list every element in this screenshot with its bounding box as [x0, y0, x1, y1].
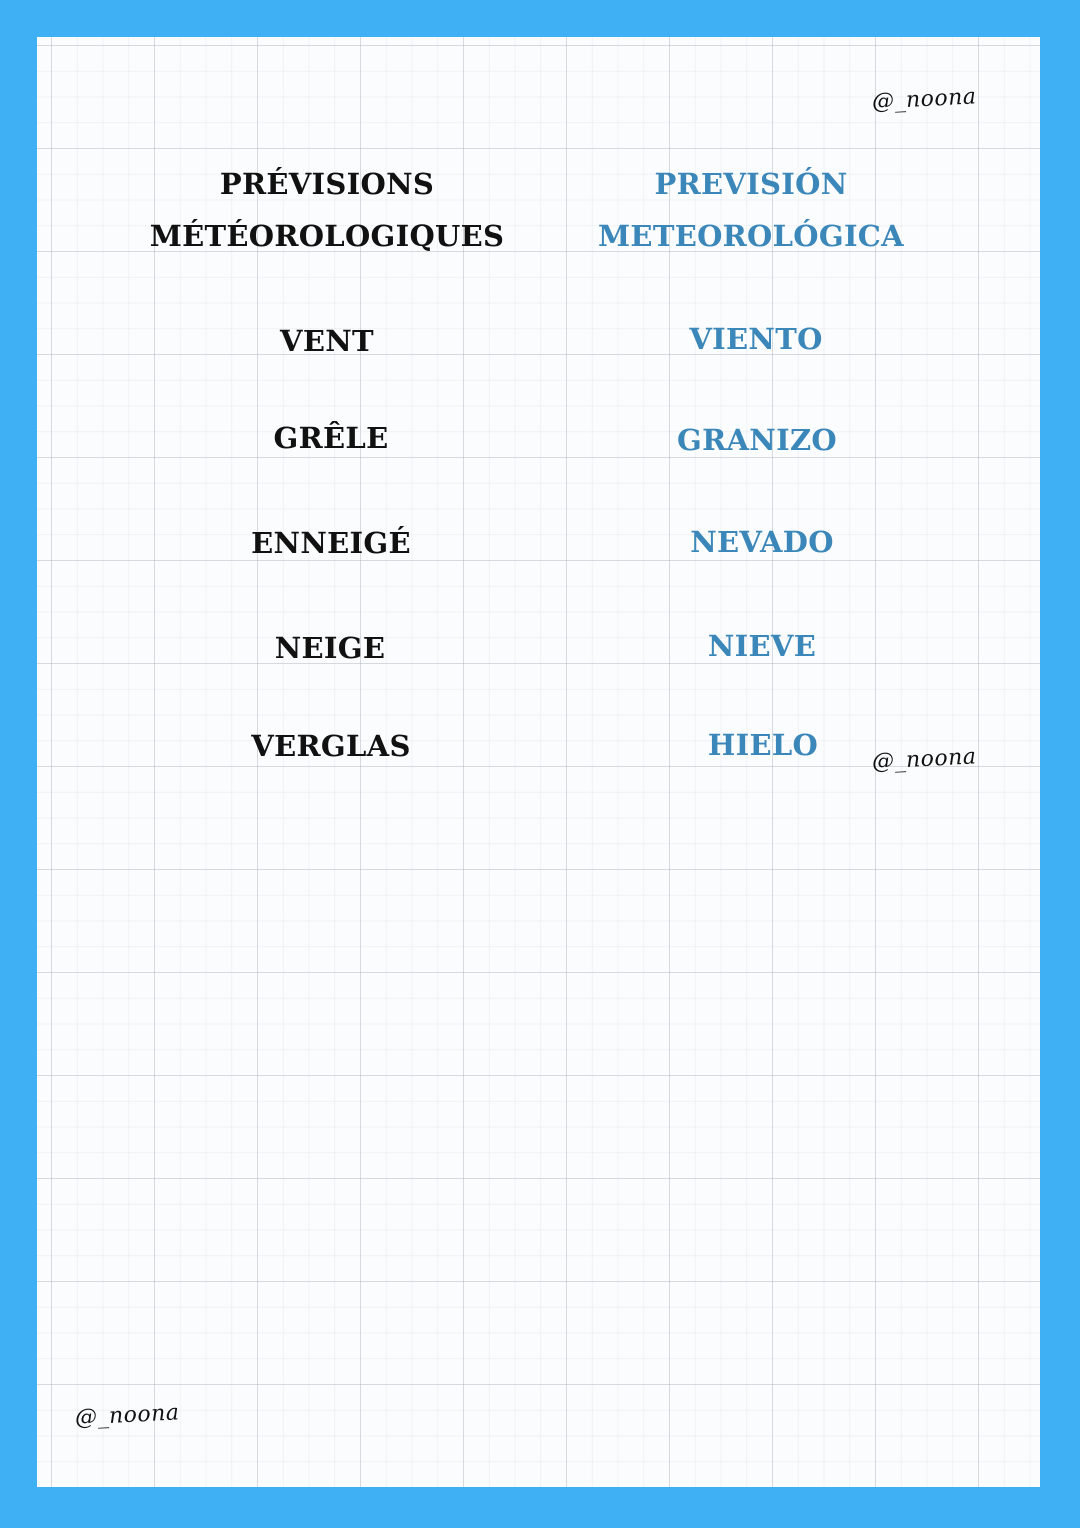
- grid-paper-sheet: [37, 37, 1040, 1487]
- french-word-neige: NEIGE: [274, 631, 386, 665]
- spanish-word-nevado: NEVADO: [690, 525, 834, 559]
- watermark-middle: @_noona: [871, 744, 978, 775]
- spanish-heading: [598, 158, 904, 262]
- french-word-vent: VENT: [280, 324, 374, 358]
- spanish-word-hielo: HIELO: [707, 728, 819, 762]
- spanish-word-viento: VIENTO: [689, 322, 823, 356]
- french-heading-line1: PRÉVISIONS: [219, 167, 435, 201]
- spanish-heading-line1: PREVISIÓN: [654, 167, 848, 201]
- french-word-grele: GRÊLE: [273, 421, 389, 455]
- spanish-word-granizo: GRANIZO: [677, 423, 837, 457]
- french-heading: [150, 158, 505, 262]
- spanish-word-nieve: NIEVE: [707, 629, 817, 663]
- french-word-verglas: VERGLAS: [251, 729, 411, 763]
- watermark-bottom: @_noona: [74, 1400, 181, 1431]
- french-word-enneige: ENNEIGÉ: [251, 526, 411, 560]
- spanish-heading-line2: METEOROLÓGICA: [598, 219, 904, 253]
- french-heading-line2: MÉTÉOROLOGIQUES: [149, 219, 505, 253]
- watermark-top: @_noona: [871, 84, 978, 115]
